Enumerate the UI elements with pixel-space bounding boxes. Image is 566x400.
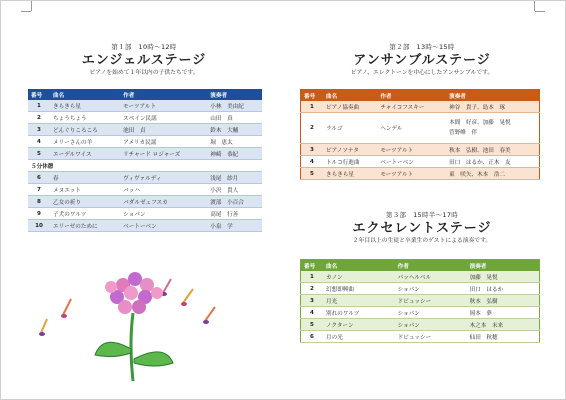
row-composer: ショパン (120, 208, 207, 220)
col-header-player: 演奏者 (467, 260, 540, 272)
col-header-title: 曲名 (323, 90, 377, 102)
row-number: 2 (301, 113, 324, 144)
row-number: 6 (28, 172, 50, 184)
col-header-player: 演奏者 (446, 90, 539, 102)
break-row (28, 160, 262, 172)
row-player: 東 咲矢、木本 浩二 (446, 168, 539, 180)
excellent-program-table (300, 259, 540, 343)
row-composer: パッヘルベル (395, 271, 467, 283)
row-player: 小泉 学 (207, 220, 262, 232)
table-row (28, 196, 262, 208)
col-header-composer: 作者 (377, 90, 446, 102)
table-header-row (28, 89, 262, 100)
table-header-row (301, 90, 540, 102)
row-title: 子犬のワルツ (50, 208, 120, 220)
table-row (301, 307, 540, 319)
row-composer: モーツアルト (377, 168, 446, 180)
session-time: 第３部 15時半～17時 (385, 211, 459, 219)
table-row (301, 113, 540, 144)
row-composer: 池田 貞 (120, 124, 207, 136)
col-header-composer: 作者 (120, 89, 207, 100)
music-note-icon (61, 299, 71, 318)
row-player: 高尾 行善 (207, 208, 262, 220)
table-row (301, 156, 540, 168)
crop-mark (535, 11, 545, 12)
stage-title: エンジェルステージ (81, 53, 207, 68)
table-row (301, 319, 540, 331)
row-player: 小林 美由紀 (207, 100, 262, 112)
row-player: 山田 真 (207, 112, 262, 124)
row-player: 木之本 未来 (467, 319, 540, 331)
row-number: 3 (301, 295, 324, 307)
row-player: 本間 好彦、加藤 晃悦 菅野峰 伴 (446, 113, 539, 144)
row-title: カノン (323, 271, 395, 283)
col-header-composer: 作者 (395, 260, 467, 272)
row-title: どんぐりころころ (50, 124, 120, 136)
table-row (28, 100, 262, 112)
table-row (28, 220, 262, 232)
row-title: メリーさんの羊 (50, 136, 120, 148)
table-header-row (301, 260, 540, 272)
crop-mark (534, 1, 535, 11)
break-label: ５分休憩 (28, 160, 262, 172)
table-row (28, 148, 262, 160)
row-title: 春 (50, 172, 120, 184)
row-player: 田口 はるか、正木 友 (446, 156, 539, 168)
row-title: 幻想即興曲 (323, 283, 395, 295)
row-title: きらきら星 (50, 100, 120, 112)
ensemble-stage-heading (291, 43, 553, 78)
crop-mark (21, 11, 31, 12)
table-row (301, 283, 540, 295)
row-title: 乙女の祈り (50, 196, 120, 208)
row-title: トルコ行進曲 (323, 156, 377, 168)
table-row (28, 112, 262, 124)
table-row (28, 124, 262, 136)
row-number: 1 (28, 100, 50, 112)
table-row (28, 136, 262, 148)
col-header-player: 演奏者 (207, 89, 262, 100)
ensemble-program-table (300, 89, 540, 180)
row-composer: チャイコフスキー (377, 101, 446, 113)
row-number: 4 (28, 136, 50, 148)
col-header-title: 曲名 (50, 89, 120, 100)
row-player: 加藤 晃悦 (467, 271, 540, 283)
row-composer: ベートーベン (120, 220, 207, 232)
row-composer: ドビュッシー (395, 331, 467, 343)
row-player: 神崎 恭紀 (207, 148, 262, 160)
row-composer: バッハ (120, 184, 207, 196)
row-player: 田口 はるか (467, 283, 540, 295)
row-title: ちょうちょう (50, 112, 120, 124)
excellent-stage-heading (291, 211, 553, 246)
row-composer: モーツアルト (120, 100, 207, 112)
row-player: 秋本 弘樹、池田 春美 (446, 144, 539, 156)
row-player: 小沢 貴人 (207, 184, 262, 196)
row-title: ピアノソナタ (323, 144, 377, 156)
row-title: ラルゴ (323, 113, 377, 144)
row-player: 秋本 弘樹 (467, 295, 540, 307)
row-composer: ヴィヴァルディ (120, 172, 207, 184)
row-number: 6 (301, 331, 324, 343)
row-player: 神谷 貴子、島本 琢 (446, 101, 539, 113)
row-player: 仙田 秋穂 (467, 331, 540, 343)
row-composer: ショパン (395, 307, 467, 319)
hydrangea-flower (105, 272, 163, 314)
col-header-number: 番号 (28, 89, 50, 100)
session-time: 第１部 10時～12時 (111, 43, 177, 51)
row-number: 5 (301, 319, 324, 331)
row-title: 月の光 (323, 331, 395, 343)
row-title: メヌエット (50, 184, 120, 196)
row-composer: リチャード ロジャーズ (120, 148, 207, 160)
row-player: 渡部 小百合 (207, 196, 262, 208)
row-title: エーデルワイス (50, 148, 120, 160)
row-number: 8 (28, 196, 50, 208)
row-player: 堀 恵太 (207, 136, 262, 148)
row-composer: ショパン (395, 319, 467, 331)
row-number: 10 (28, 220, 50, 232)
stage-description: ２年目以上の生徒と卒業生のゲストによる演奏です。 (352, 238, 492, 244)
table-row (301, 295, 540, 307)
row-composer: アメリカ民謡 (120, 136, 207, 148)
stage-description: ピアノ、エレクトーンを中心にしたアンサンブルです。 (350, 70, 494, 76)
row-title: 月光 (323, 295, 395, 307)
row-title: きらきら星 (323, 168, 377, 180)
table-row (301, 331, 540, 343)
table-row (28, 184, 262, 196)
col-header-title: 曲名 (323, 260, 395, 272)
row-number: 4 (301, 156, 324, 168)
session-time: 第２部 13時～15時 (389, 43, 455, 51)
music-note-icon (203, 307, 215, 324)
table-row (28, 172, 262, 184)
row-composer: バダルゼェフスカ (120, 196, 207, 208)
row-player: 浅尾 紗月 (207, 172, 262, 184)
stage-title: アンサンブルステージ (353, 53, 491, 68)
table-row (301, 271, 540, 283)
row-number: 5 (28, 148, 50, 160)
row-number: 4 (301, 307, 324, 319)
music-note-icon (181, 289, 193, 306)
row-composer: モーツアルト (377, 144, 446, 156)
music-note-icon (39, 319, 47, 336)
angel-stage-heading (19, 43, 269, 78)
row-title: ノクターン (323, 319, 395, 331)
table-row (301, 168, 540, 180)
row-number: 3 (28, 124, 50, 136)
row-number: 9 (28, 208, 50, 220)
row-player: 鈴木 大輔 (207, 124, 262, 136)
row-number: 1 (301, 101, 324, 113)
row-composer: ショパン (395, 283, 467, 295)
row-title: 別れのワルツ (323, 307, 395, 319)
row-player: 岡本 夢 (467, 307, 540, 319)
stage-title: エクセレントステージ (352, 221, 492, 236)
row-number: 2 (28, 112, 50, 124)
row-number: 1 (301, 271, 324, 283)
table-row (301, 101, 540, 113)
row-number: 3 (301, 144, 324, 156)
hydrangea-music-illustration (33, 263, 233, 383)
angel-program-table (28, 89, 262, 232)
table-row (28, 208, 262, 220)
row-composer: ヘンデル (377, 113, 446, 144)
row-title: ピアノ協奏曲 (323, 101, 377, 113)
row-composer: スペイン民謡 (120, 112, 207, 124)
row-number: 5 (301, 168, 324, 180)
row-composer: ドビュッシー (395, 295, 467, 307)
table-row (301, 144, 540, 156)
col-header-number: 番号 (301, 260, 324, 272)
stage-description: ピアノを始めて１年以内の子供たちです。 (89, 70, 199, 76)
col-header-number: 番号 (301, 90, 324, 102)
row-number: 7 (28, 184, 50, 196)
crop-mark (31, 1, 32, 11)
row-title: エリーゼのために (50, 220, 120, 232)
row-composer: ベートーベン (377, 156, 446, 168)
row-number: 2 (301, 283, 324, 295)
